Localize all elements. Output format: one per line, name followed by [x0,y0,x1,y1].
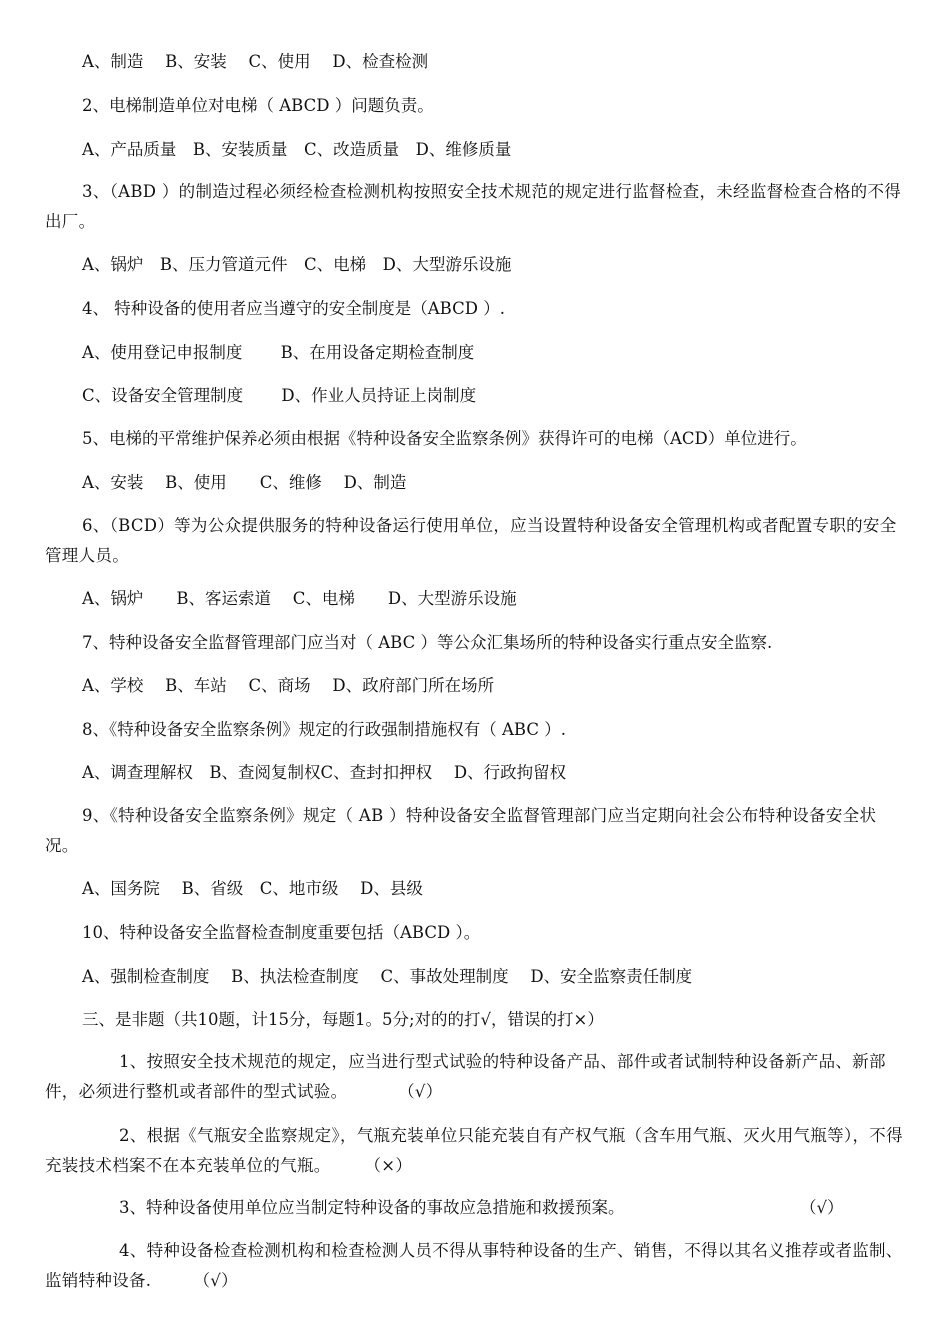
q8-options: A、调查理解权 B、查阅复制权C、查封扣押权 D、行政拘留权 [82,763,567,782]
q6-options: A、锅炉 B、客运索道 C、电梯 D、大型游乐设施 [82,589,517,608]
tf4-text: 4、特种设备检查检测机构和检查检测人员不得从事特种设备的生产、销售，不得以其名义推荐或者监制、监销特种设备. （√） [45,1241,903,1290]
q6-stem: 6、（BCD）等为公众提供服务的特种设备运行使用单位，应当设置特种设备安全管理机构或者配置专职的安全管理人员。 [45,516,897,565]
q7-options: A、学校 B、车站 C、商场 D、政府部门所在场所 [82,676,495,695]
q4-options-ab: A、使用登记申报制度 B、在用设备定期检查制度 [82,343,475,362]
q4-options-cd: C、设备安全管理制度 D、作业人员持证上岗制度 [82,386,477,405]
q3-stem: 3、（ABD ）的制造过程必须经检查检测机构按照安全技术规范的规定进行监督检查，未经监督检查合格的不得出厂。 [45,182,902,231]
tf3-answer: （√） [800,1198,844,1217]
q5-options: A、安装 B、使用 C、维修 D、制造 [82,473,407,492]
q8-stem: 8、《特种设备安全监察条例》规定的行政强制措施权有（ ABC ）. [82,720,566,739]
tf1-text: 1、按照安全技术规范的规定，应当进行型式试验的特种设备产品、部件或者试制特种设备新产品、新部件，必须进行整机或者部件的型式试验。 （√） [45,1052,886,1101]
q1-options: A、制造 B、安装 C、使用 D、检查检测 [82,52,429,71]
section-heading: 三、是非题（共10题，计15分，每题1。5分;对的的打√，错误的打×） [82,1010,604,1029]
q5-stem: 5、电梯的平常维护保养必须由根据《特种设备安全监察条例》获得许可的电梯（ACD）单位进行。 [82,429,807,448]
q2-stem: 2、电梯制造单位对电梯（ ABCD ）问题负责。 [82,96,434,115]
q10-options: A、强制检查制度 B、执法检查制度 C、事故处理制度 D、安全监察责任制度 [82,967,693,986]
q9-options: A、国务院 B、省级 C、地市级 D、县级 [82,879,423,898]
q2-options: A、产品质量 B、安装质量 C、改造质量 D、维修质量 [82,140,512,159]
q4-stem: 4、 特种设备的使用者应当遵守的安全制度是（ABCD ）. [82,299,505,318]
tf2-text: 2、根据《气瓶安全监察规定》，气瓶充装单位只能充装自有产权气瓶（含车用气瓶、灭火用气瓶等），不得充装技术档案不在本充装单位的气瓶。 （×） [45,1126,903,1175]
q7-stem: 7、特种设备安全监督管理部门应当对（ ABC ）等公众汇集场所的特种设备实行重点安全监察. [82,633,773,652]
q10-stem: 10、特种设备安全监督检查制度重要包括（ABCD ）。 [82,923,481,942]
q3-options: A、锅炉 B、压力管道元件 C、电梯 D、大型游乐设施 [82,255,512,274]
tf3-text: 3、特种设备使用单位应当制定特种设备的事故应急措施和救援预案。 [119,1198,625,1217]
q9-stem: 9、《特种设备安全监察条例》规定（ AB ）特种设备安全监督管理部门应当定期向社会公布特种设备安全状况。 [45,806,877,855]
